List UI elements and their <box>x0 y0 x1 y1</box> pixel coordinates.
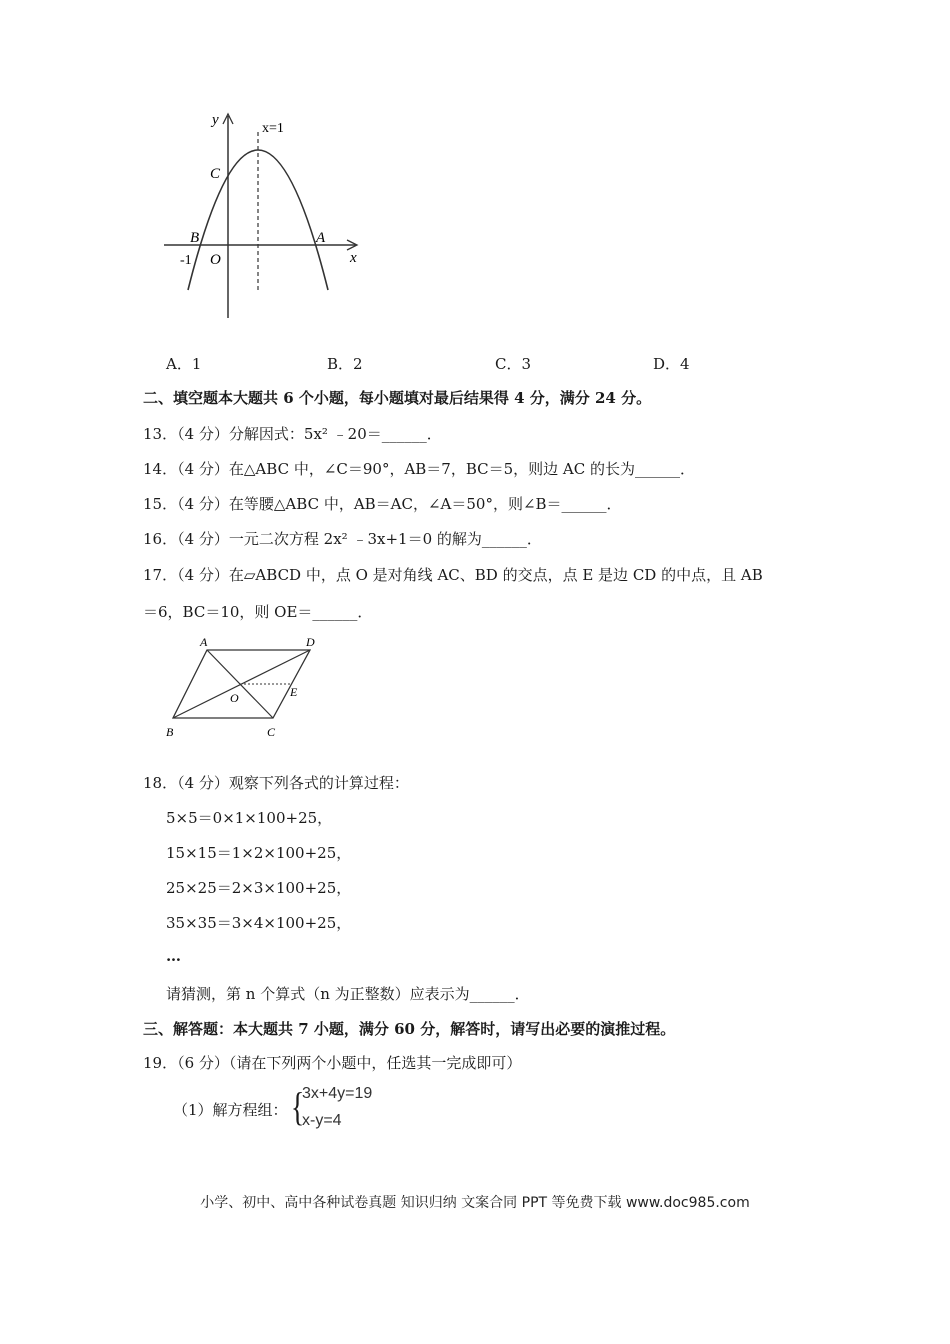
option-c: C．3 <box>495 355 532 373</box>
system-equation-1: 3x+4y=19 <box>302 1085 373 1102</box>
option-a: A．1 <box>166 355 202 373</box>
q19-part1-label: （1）解方程组： <box>173 1101 288 1119</box>
parabola-figure <box>150 108 380 328</box>
point-o-label: O <box>230 691 239 705</box>
vertex-d-label: D <box>306 635 315 649</box>
symmetry-label: x=1 <box>262 121 284 136</box>
system-equation-2: x-y=4 <box>302 1112 342 1129</box>
q18-equation-1: 5×5＝0×1×100+25， <box>166 809 333 827</box>
page-footer: 小学、初中、高中各种试卷真题 知识归纳 文案合同 PPT 等免费下载 www.doc985.com <box>200 1195 750 1211</box>
vertex-c-label: C <box>267 725 276 739</box>
section3-heading: 三、解答题：本大题共 7 小题，满分 60 分，解答时，请写出必要的演推过程。 <box>143 1020 676 1038</box>
y-axis-label: y <box>212 112 219 128</box>
point-e-label: E <box>290 685 298 699</box>
option-b: B．2 <box>327 355 363 373</box>
question-19: 19．（6 分）（请在下列两个小题中，任选其一完成即可） <box>143 1054 522 1072</box>
q18-equation-3: 25×25＝2×3×100+25， <box>166 879 352 897</box>
vertex-a-label: A <box>200 635 208 649</box>
question-17-line1: 17．（4 分）在▱ABCD 中，点 O 是对角线 AC、BD 的交点，点 E 是边 CD 的中点，且 AB <box>143 566 763 584</box>
vertex-b-label: B <box>166 725 174 739</box>
question-15: 15．（4 分）在等腰△ABC 中，AB＝AC，∠A＝50°，则∠B＝______． <box>143 495 622 513</box>
option-d: D．4 <box>653 355 690 373</box>
neg-one-label: -1 <box>180 253 192 268</box>
question-17-line2: ＝6，BC＝10，则 OE＝______． <box>143 603 373 621</box>
q18-ellipsis: … <box>166 947 181 965</box>
parallelogram-figure <box>160 630 320 745</box>
q18-guess: 请猜测，第 n 个算式（n 为正整数）应表示为______． <box>166 985 530 1003</box>
point-c-label: C <box>210 166 221 182</box>
question-18: 18．（4 分）观察下列各式的计算过程： <box>143 774 409 792</box>
question-16: 16．（4 分）一元二次方程 2x² ﹣3x+1＝0 的解为______． <box>143 530 542 548</box>
origin-label: O <box>210 252 221 268</box>
q18-equation-2: 15×15＝1×2×100+25， <box>166 844 352 862</box>
q18-equation-4: 35×35＝3×4×100+25， <box>166 914 352 932</box>
point-a-label: A <box>316 230 326 246</box>
section2-heading: 二、填空题本大题共 6 个小题，每小题填对最后结果得 4 分，满分 24 分。 <box>143 389 652 407</box>
system-brace: { <box>290 1084 305 1129</box>
x-axis-label: x <box>350 250 357 266</box>
question-14: 14．（4 分）在△ABC 中，∠C＝90°，AB＝7，BC＝5，则边 AC 的长为______． <box>143 460 696 478</box>
question-13: 13．（4 分）分解因式：5x² ﹣20＝______． <box>143 425 442 443</box>
point-b-label: B <box>190 230 200 246</box>
